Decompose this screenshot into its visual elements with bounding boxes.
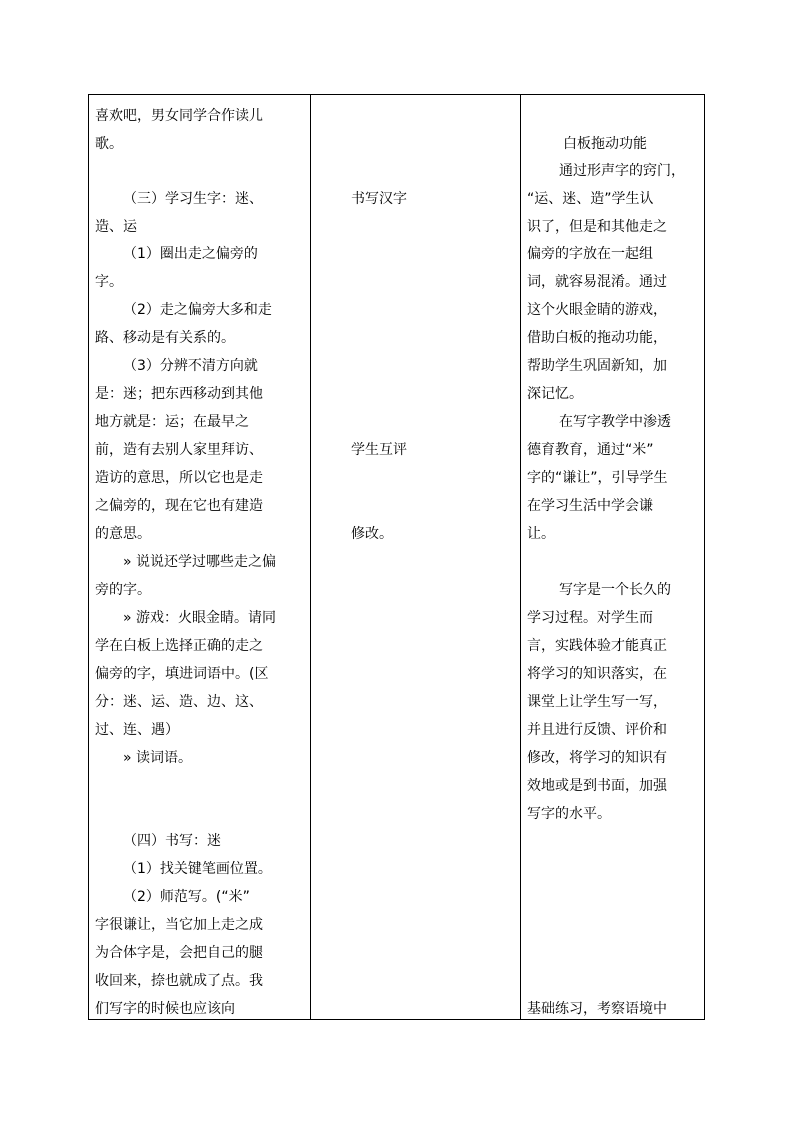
text-line: » 游戏：火眼金睛。请同: [123, 610, 277, 626]
section-heading: （三）学习生字：迷、: [123, 191, 263, 207]
text-line: 修改。: [351, 526, 393, 542]
text-line: 在学习生活中学会谦: [527, 498, 653, 514]
text-line: 分：迷、运、造、边、这、: [95, 694, 263, 710]
text-line: 学习过程。对学生而: [527, 610, 653, 626]
text-line: 旁的字。: [95, 582, 151, 598]
column-divider: [310, 95, 311, 1019]
lesson-plan-table: [88, 94, 705, 1020]
text-line: 字的“谦让”，引导学生: [527, 470, 668, 486]
text-line: 学生互评: [351, 442, 407, 458]
text-line: 喜欢吧，男女同学合作读儿: [95, 108, 263, 124]
text-line: 们写字的时候也应该向: [95, 1001, 235, 1017]
text-line: （2）走之偏旁大多和走: [123, 302, 272, 318]
text-line: 词，就容易混淆。通过: [527, 274, 667, 290]
text-line: 偏旁的字放在一起组: [527, 246, 653, 262]
text-line: 写字是一个长久的: [559, 582, 671, 598]
text-line: 识了，但是和其他走之: [527, 219, 667, 235]
text-line: 深记忆。: [527, 386, 583, 402]
text-line: 效地或是到书面，加强: [527, 778, 667, 794]
text-line: 修改，将学习的知识有: [527, 750, 667, 766]
text-line: 是：迷；把东西移动到其他: [95, 386, 263, 402]
text-line: （1）圈出走之偏旁的: [123, 246, 258, 262]
text-line: » 读词语。: [123, 750, 193, 766]
text-line: 书写汉字: [351, 191, 407, 207]
text-line: 地方就是：运；在最早之: [95, 414, 249, 430]
text-line: 字。: [95, 274, 123, 290]
text-line: 之偏旁的，现在它也有建造: [95, 498, 263, 514]
text-line: 言，实践体验才能真正: [527, 638, 667, 654]
text-line: 课堂上让学生写一写，: [527, 694, 667, 710]
text-line: 路、移动是有关系的。: [95, 330, 235, 346]
text-line: 收回来，捺也就成了点。我: [95, 973, 263, 989]
text-line: （2）师范写。(“米”: [123, 889, 250, 905]
text-line: 偏旁的字，填进词语中。(区: [95, 666, 269, 682]
text-line: 学在白板上选择正确的走之: [95, 638, 263, 654]
text-line: 这个火眼金睛的游戏，: [527, 302, 667, 318]
text-line: 德育教育，通过“米”: [527, 442, 654, 458]
text-line: 过、连、遇）: [95, 722, 179, 738]
text-line: 通过形声字的窍门，: [559, 163, 685, 179]
text-line: 为合体字是，会把自己的腿: [95, 945, 263, 961]
text-line: 将学习的知识落实，在: [527, 666, 667, 682]
text-line: 前，造有去别人家里拜访、: [95, 442, 263, 458]
text-line: “运、迷、造”学生认: [527, 191, 654, 207]
text-line: 并且进行反馈、评价和: [527, 722, 667, 738]
text-line: 字很谦让，当它加上走之成: [95, 917, 263, 933]
text-line: 造、运: [95, 219, 137, 235]
section-heading: （四）书写：迷: [123, 833, 221, 849]
text-line: 借助白板的拖动功能，: [527, 330, 667, 346]
text-line: 基础练习，考察语境中: [527, 1001, 667, 1017]
text-line: （1）找关键笔画位置。: [123, 861, 272, 877]
text-line: 白板拖动功能: [563, 136, 647, 152]
text-line: 让。: [527, 526, 555, 542]
text-line: 造访的意思，所以它也是走: [95, 470, 263, 486]
text-line: 在写字教学中渗透: [559, 414, 671, 430]
text-line: 歌。: [95, 136, 123, 152]
text-line: （3）分辨不清方向就: [123, 358, 258, 374]
column-divider: [520, 95, 521, 1019]
text-line: 的意思。: [95, 526, 151, 542]
text-line: 写字的水平。: [527, 806, 611, 822]
text-line: 帮助学生巩固新知，加: [527, 358, 667, 374]
text-line: » 说说还学过哪些走之偏: [123, 554, 277, 570]
